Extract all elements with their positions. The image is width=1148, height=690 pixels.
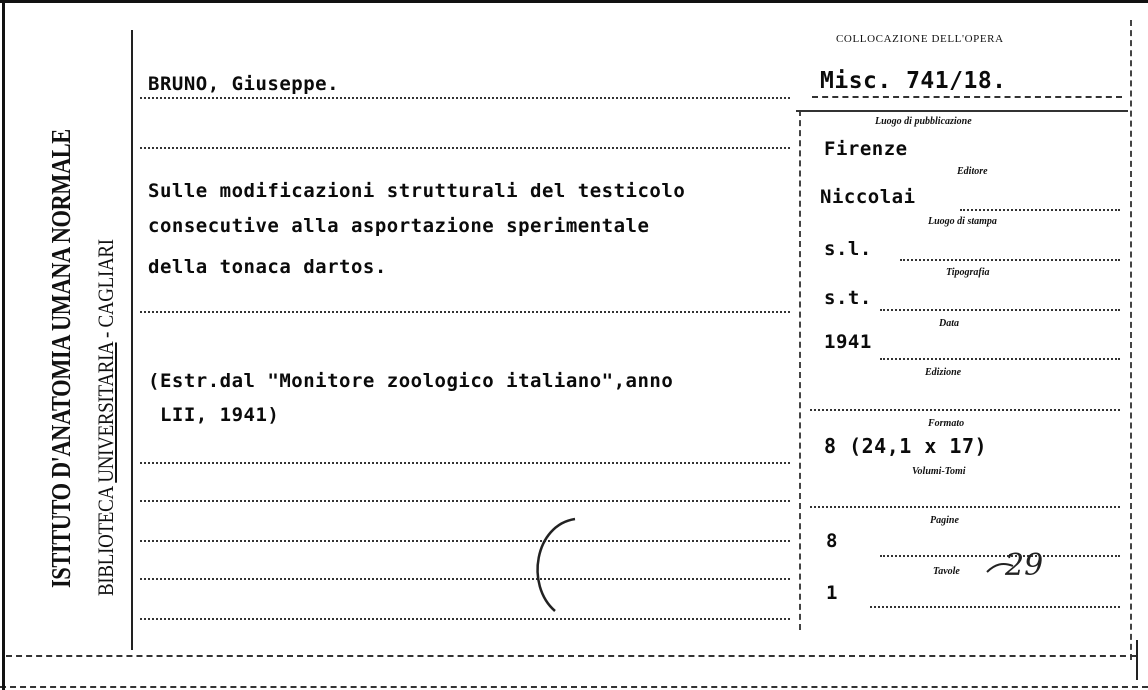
value-luogo-stampa: s.l. — [824, 238, 872, 260]
value-editore: Niccolai — [820, 186, 916, 208]
value-pagine: 8 — [826, 530, 838, 552]
institution-line2-b: UNIVERSITARIA — [93, 342, 118, 483]
collocation-underline — [812, 96, 1122, 98]
rule-3 — [140, 311, 790, 313]
title-line-3: della tonaca dartos. — [148, 256, 387, 278]
right-rule-6 — [810, 506, 1120, 508]
right-rule-2 — [900, 259, 1120, 261]
value-luogo-pubblicazione: Firenze — [824, 138, 908, 160]
collocation-header: COLLOCAZIONE DELL'OPERA — [836, 33, 1004, 45]
value-formato: 8 (24,1 x 17) — [824, 434, 988, 458]
label-formato: Formato — [928, 418, 965, 429]
label-editore: Editore — [957, 166, 988, 177]
right-rule-7 — [880, 555, 1120, 557]
card-top-edge — [0, 0, 1148, 3]
rule-6 — [140, 540, 790, 542]
label-volumi-tomi: Volumi-Tomi — [912, 466, 966, 477]
right-rule-3 — [880, 309, 1120, 311]
institution-line2-a: BIBLIOTECA — [93, 482, 118, 596]
right-rule-8 — [870, 606, 1120, 608]
right-rule-5 — [810, 409, 1120, 411]
value-tipografia: s.t. — [824, 287, 872, 309]
author-name: BRUNO, Giuseppe. — [148, 73, 340, 95]
institution-line2-c: - CAGLIARI — [93, 239, 118, 343]
collocation-value: Misc. 741/18. — [820, 68, 1007, 94]
rule-8 — [140, 618, 790, 620]
right-column-rule — [799, 110, 801, 630]
handwritten-note: 29 — [1005, 548, 1044, 583]
institution-line2 — [93, 239, 119, 596]
bottom-rule — [6, 655, 1136, 657]
right-rule-1 — [960, 209, 1120, 211]
rule-7 — [140, 578, 790, 580]
label-edizione: Edizione — [925, 367, 962, 378]
label-data: Data — [939, 318, 959, 329]
rule-5 — [140, 500, 790, 502]
rule-4 — [140, 462, 790, 464]
label-pagine: Pagine — [930, 515, 959, 526]
label-tavole: Tavole — [933, 566, 960, 577]
handwritten-stroke — [985, 560, 1015, 576]
title-line-1: Sulle modificazioni strutturali del testicolo — [148, 180, 686, 202]
label-luogo-stampa: Luogo di stampa — [928, 216, 997, 227]
right-box-top — [796, 110, 1128, 112]
institution-line1: ISTITUTO D'ANATOMIA UMANA NORMALE — [46, 129, 76, 589]
rule-2 — [140, 147, 790, 149]
value-tavole: 1 — [826, 582, 838, 604]
bottom-right-tick — [1136, 640, 1138, 680]
right-rule-4 — [880, 358, 1120, 360]
label-luogo-pubblicazione: Luogo di pubblicazione — [875, 116, 972, 127]
label-tipografia: Tipografia — [946, 267, 990, 278]
note-line-2: LII, 1941) — [148, 404, 280, 426]
far-right-rule — [1130, 20, 1132, 660]
title-line-2: consecutive alla asportazione sperimentale — [148, 215, 650, 237]
punch-hole-mark — [515, 515, 585, 615]
note-line-1: (Estr.dal "Monitore zoologico italiano",anno — [148, 370, 674, 392]
left-margin-rule — [131, 30, 133, 650]
author-rule — [140, 97, 790, 99]
value-data: 1941 — [824, 331, 872, 353]
card-left-edge — [2, 0, 5, 690]
card-bottom-edge — [0, 686, 1148, 688]
